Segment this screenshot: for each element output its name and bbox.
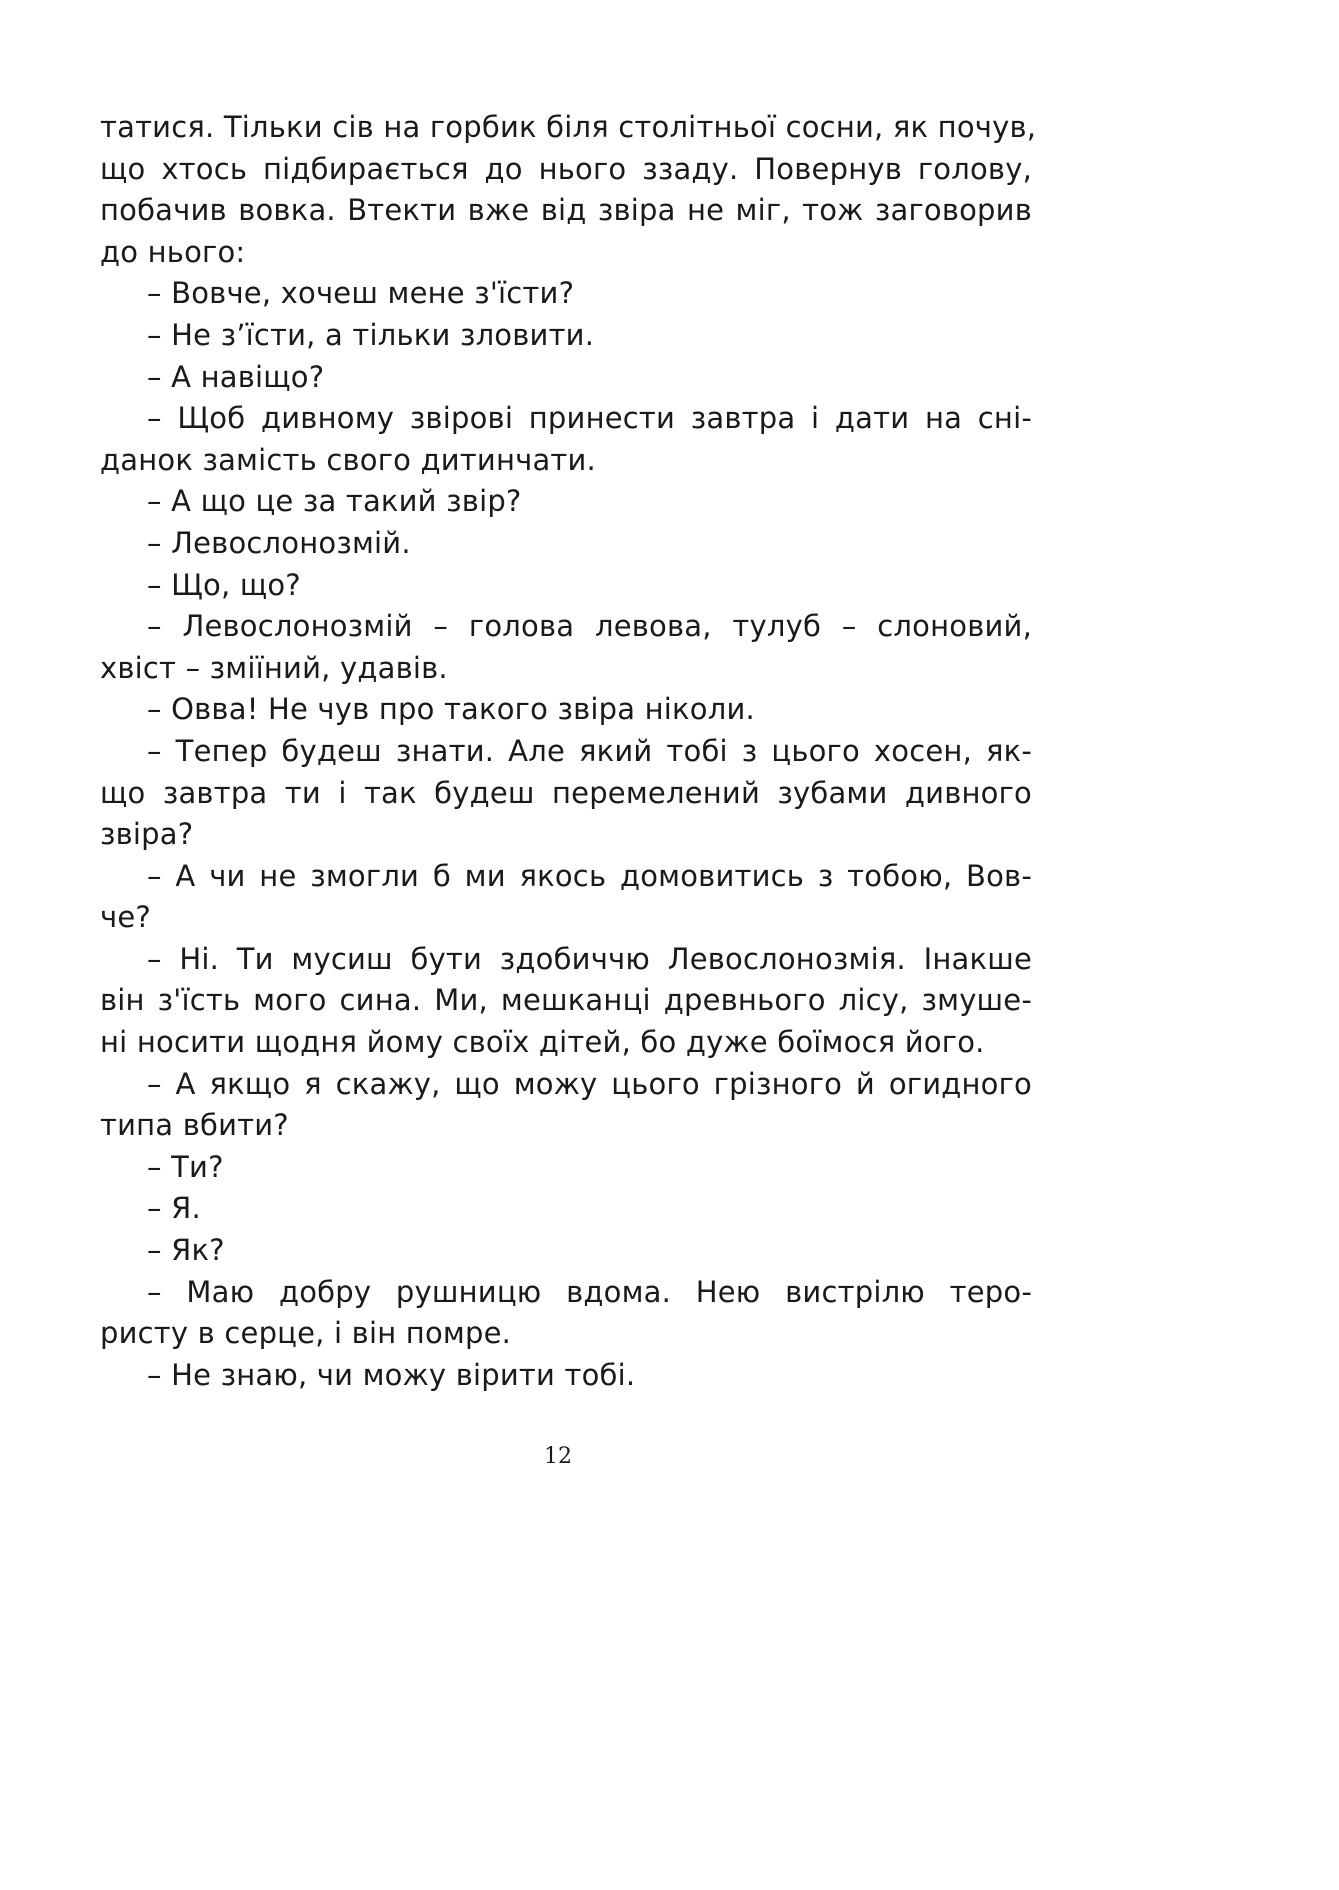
text-line: – Не знаю, чи можу вірити тобі. bbox=[147, 1357, 636, 1392]
text-line: ристу в серце, і він помре. bbox=[100, 1316, 512, 1351]
text-line: побачив вовка. Втекти вже від звіра не міг, тож заговорив bbox=[100, 193, 1032, 228]
text-line: – Що, що? bbox=[147, 567, 301, 602]
text-line: звіра? bbox=[100, 817, 194, 852]
text-line: че? bbox=[100, 900, 151, 935]
text-line: – Не з’їсти, а тільки зловити. bbox=[147, 317, 595, 352]
text-line: – Тепер будеш знати. Але який тобі з цього хосен, як- bbox=[147, 733, 1032, 768]
text-line: – Я. bbox=[147, 1191, 201, 1226]
text-line: хвіст – зміїний, удавів. bbox=[100, 650, 448, 685]
text-line: – Маю добру рушницю вдома. Нею вистрілю теро- bbox=[147, 1274, 1032, 1309]
text-line: данок замість свого дитинчати. bbox=[100, 442, 596, 477]
text-line: – А чи не змогли б ми якось домовитись з тобою, Вов- bbox=[147, 858, 1032, 893]
text-line: – Ти? bbox=[147, 1149, 224, 1184]
body-text bbox=[100, 107, 1037, 1396]
text-line: до нього: bbox=[100, 234, 246, 269]
text-line: – А що це за такий звір? bbox=[147, 484, 522, 519]
text-line: – А якщо я скажу, що можу цього грізного й огидного bbox=[147, 1066, 1032, 1101]
text-line: – Левослонозмій. bbox=[147, 525, 411, 560]
text-line: ні носити щодня йому своїх дітей, бо дуже боїмося його. bbox=[100, 1025, 985, 1060]
text-line: – Як? bbox=[147, 1233, 225, 1268]
text-lines bbox=[100, 107, 1037, 1396]
text-line: татися. Тільки сів на горбик біля столітньої сосни, як почув, bbox=[100, 110, 1037, 144]
text-line: – Левослонозмій – голова левова, тулуб – слоновий, bbox=[147, 609, 1032, 644]
page-number: 12 bbox=[544, 1444, 572, 1469]
text-line: він з'їсть мого сина. Ми, мешканці древнього лісу, змуше- bbox=[100, 983, 1032, 1018]
text-line: що завтра ти і так будеш перемелений зубами дивного bbox=[100, 775, 1032, 810]
text-line: що хтось підбирається до нього ззаду. Повернув голову, bbox=[100, 151, 1032, 186]
text-line: – Овва! Не чув про такого звіра ніколи. bbox=[147, 692, 755, 727]
text-line: – А навіщо? bbox=[147, 359, 325, 394]
text-line: – Ні. Ти мусиш бути здобиччю Левослонозмія. Інакше bbox=[147, 941, 1032, 976]
text-line: – Щоб дивному звірові принести завтра і дати на сні- bbox=[147, 401, 1032, 436]
text-line: типа вбити? bbox=[100, 1108, 289, 1143]
text-line: – Вовче, хочеш мене з'їсти? bbox=[147, 276, 575, 311]
